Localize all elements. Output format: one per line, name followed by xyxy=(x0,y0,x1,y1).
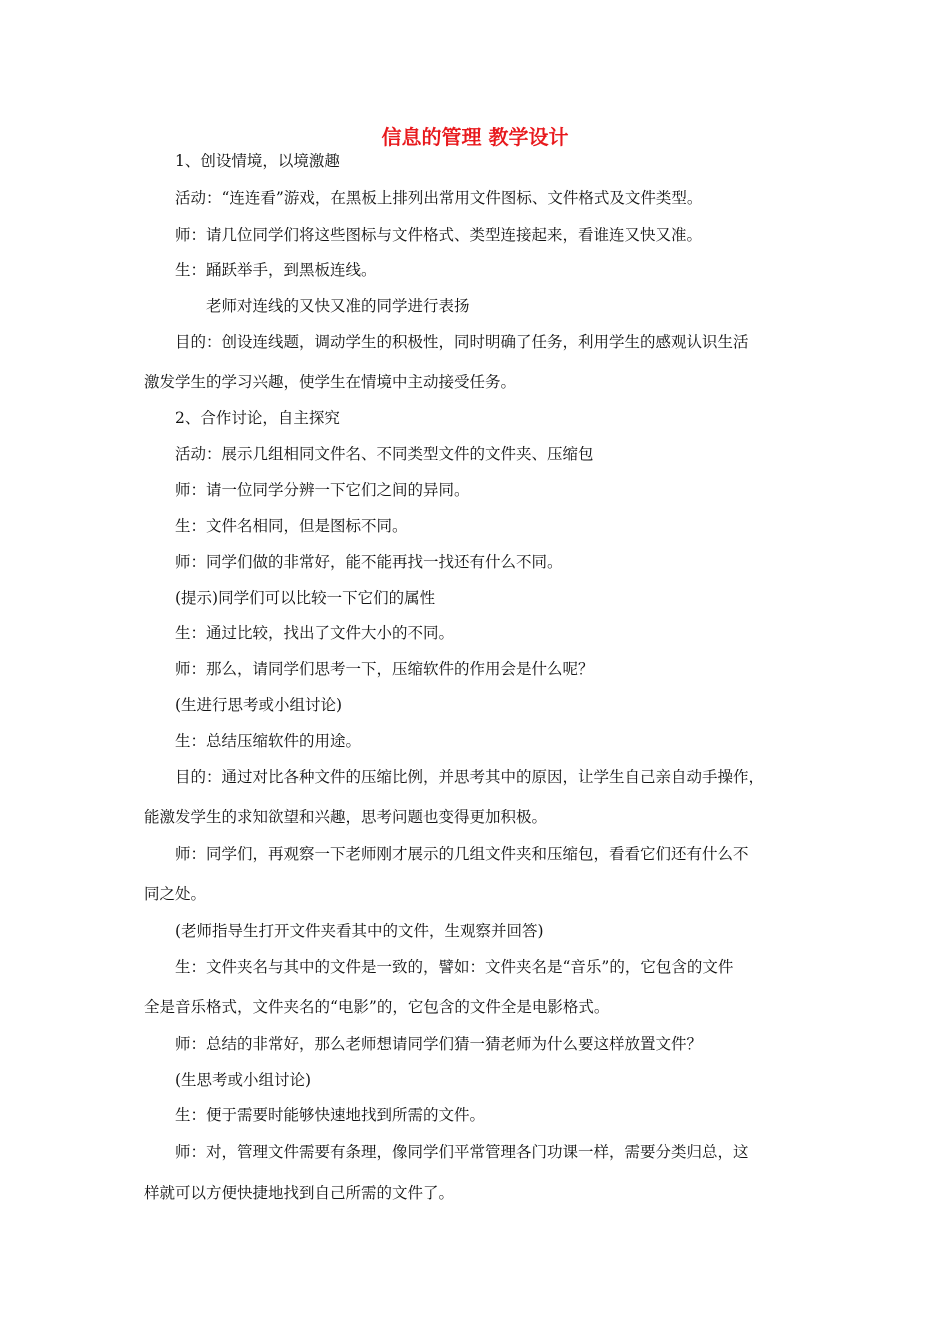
paragraph-line: 全是音乐格式，文件夹名的“电影”的，它包含的文件全是电影格式。 xyxy=(144,998,610,1016)
paragraph-line: 同之处。 xyxy=(144,885,207,903)
paragraph-line: 生：文件夹名与其中的文件是一致的，譬如：文件夹名是“音乐”的，它包含的文件 xyxy=(175,958,734,976)
paragraph-line: 师：对，管理文件需要有条理，像同学们平常管理各门功课一样，需要分类归总，这 xyxy=(175,1143,749,1161)
paragraph-line: 活动：展示几组相同文件名、不同类型文件的文件夹、压缩包 xyxy=(175,445,594,463)
paragraph-line: (生进行思考或小组讨论) xyxy=(175,696,343,714)
paragraph-line: 生：踊跃举手，到黑板连线。 xyxy=(175,261,377,279)
document-title: 信息的管理 教学设计 xyxy=(381,125,569,149)
paragraph-line: 师：请一位同学分辨一下它们之间的异同。 xyxy=(175,481,470,499)
paragraph-line: (生思考或小组讨论) xyxy=(175,1071,312,1089)
paragraph-line: 师：那么，请同学们思考一下，压缩软件的作用会是什么呢？ xyxy=(175,660,594,678)
paragraph-line: 老师对连线的又快又准的同学进行表扬 xyxy=(206,297,470,315)
paragraph-line: 师：总结的非常好，那么老师想请同学们猜一猜老师为什么要这样放置文件？ xyxy=(175,1035,703,1053)
paragraph-line: 生：便于需要时能够快速地找到所需的文件。 xyxy=(175,1106,486,1124)
paragraph-line: 生：文件名相同，但是图标不同。 xyxy=(175,517,408,535)
paragraph-line: 师：同学们，再观察一下老师刚才展示的几组文件夹和压缩包，看看它们还有什么不 xyxy=(175,845,749,863)
paragraph-line: 生：通过比较，找出了文件大小的不同。 xyxy=(175,624,455,642)
paragraph-line: 能激发学生的求知欲望和兴趣，思考问题也变得更加积极。 xyxy=(144,808,548,826)
paragraph-line: 目的：通过对比各种文件的压缩比例，并思考其中的原因，让学生自己亲自动手操作， xyxy=(175,768,765,786)
paragraph-line: 师：请几位同学们将这些图标与文件格式、类型连接起来，看谁连又快又准。 xyxy=(175,226,703,244)
paragraph-line: 目的：创设连线题，调动学生的积极性，同时明确了任务，利用学生的感观认识生活 xyxy=(175,333,749,351)
paragraph-line: 生：总结压缩软件的用途。 xyxy=(175,732,362,750)
paragraph-line: 活动：“连连看”游戏，在黑板上排列出常用文件图标、文件格式及文件类型。 xyxy=(175,189,703,207)
section-heading-2: 2、合作讨论，自主探究 xyxy=(175,409,340,427)
paragraph-line: (提示)同学们可以比较一下它们的属性 xyxy=(175,589,436,607)
section-heading-1: 1、创设情境，以境激趣 xyxy=(175,152,340,170)
paragraph-line: (老师指导生打开文件夹看其中的文件，生观察并回答) xyxy=(175,922,544,940)
paragraph-line: 师：同学们做的非常好，能不能再找一找还有什么不同。 xyxy=(175,553,563,571)
paragraph-line: 样就可以方便快捷地找到自己所需的文件了。 xyxy=(144,1184,455,1202)
paragraph-line: 激发学生的学习兴趣，使学生在情境中主动接受任务。 xyxy=(144,373,517,391)
